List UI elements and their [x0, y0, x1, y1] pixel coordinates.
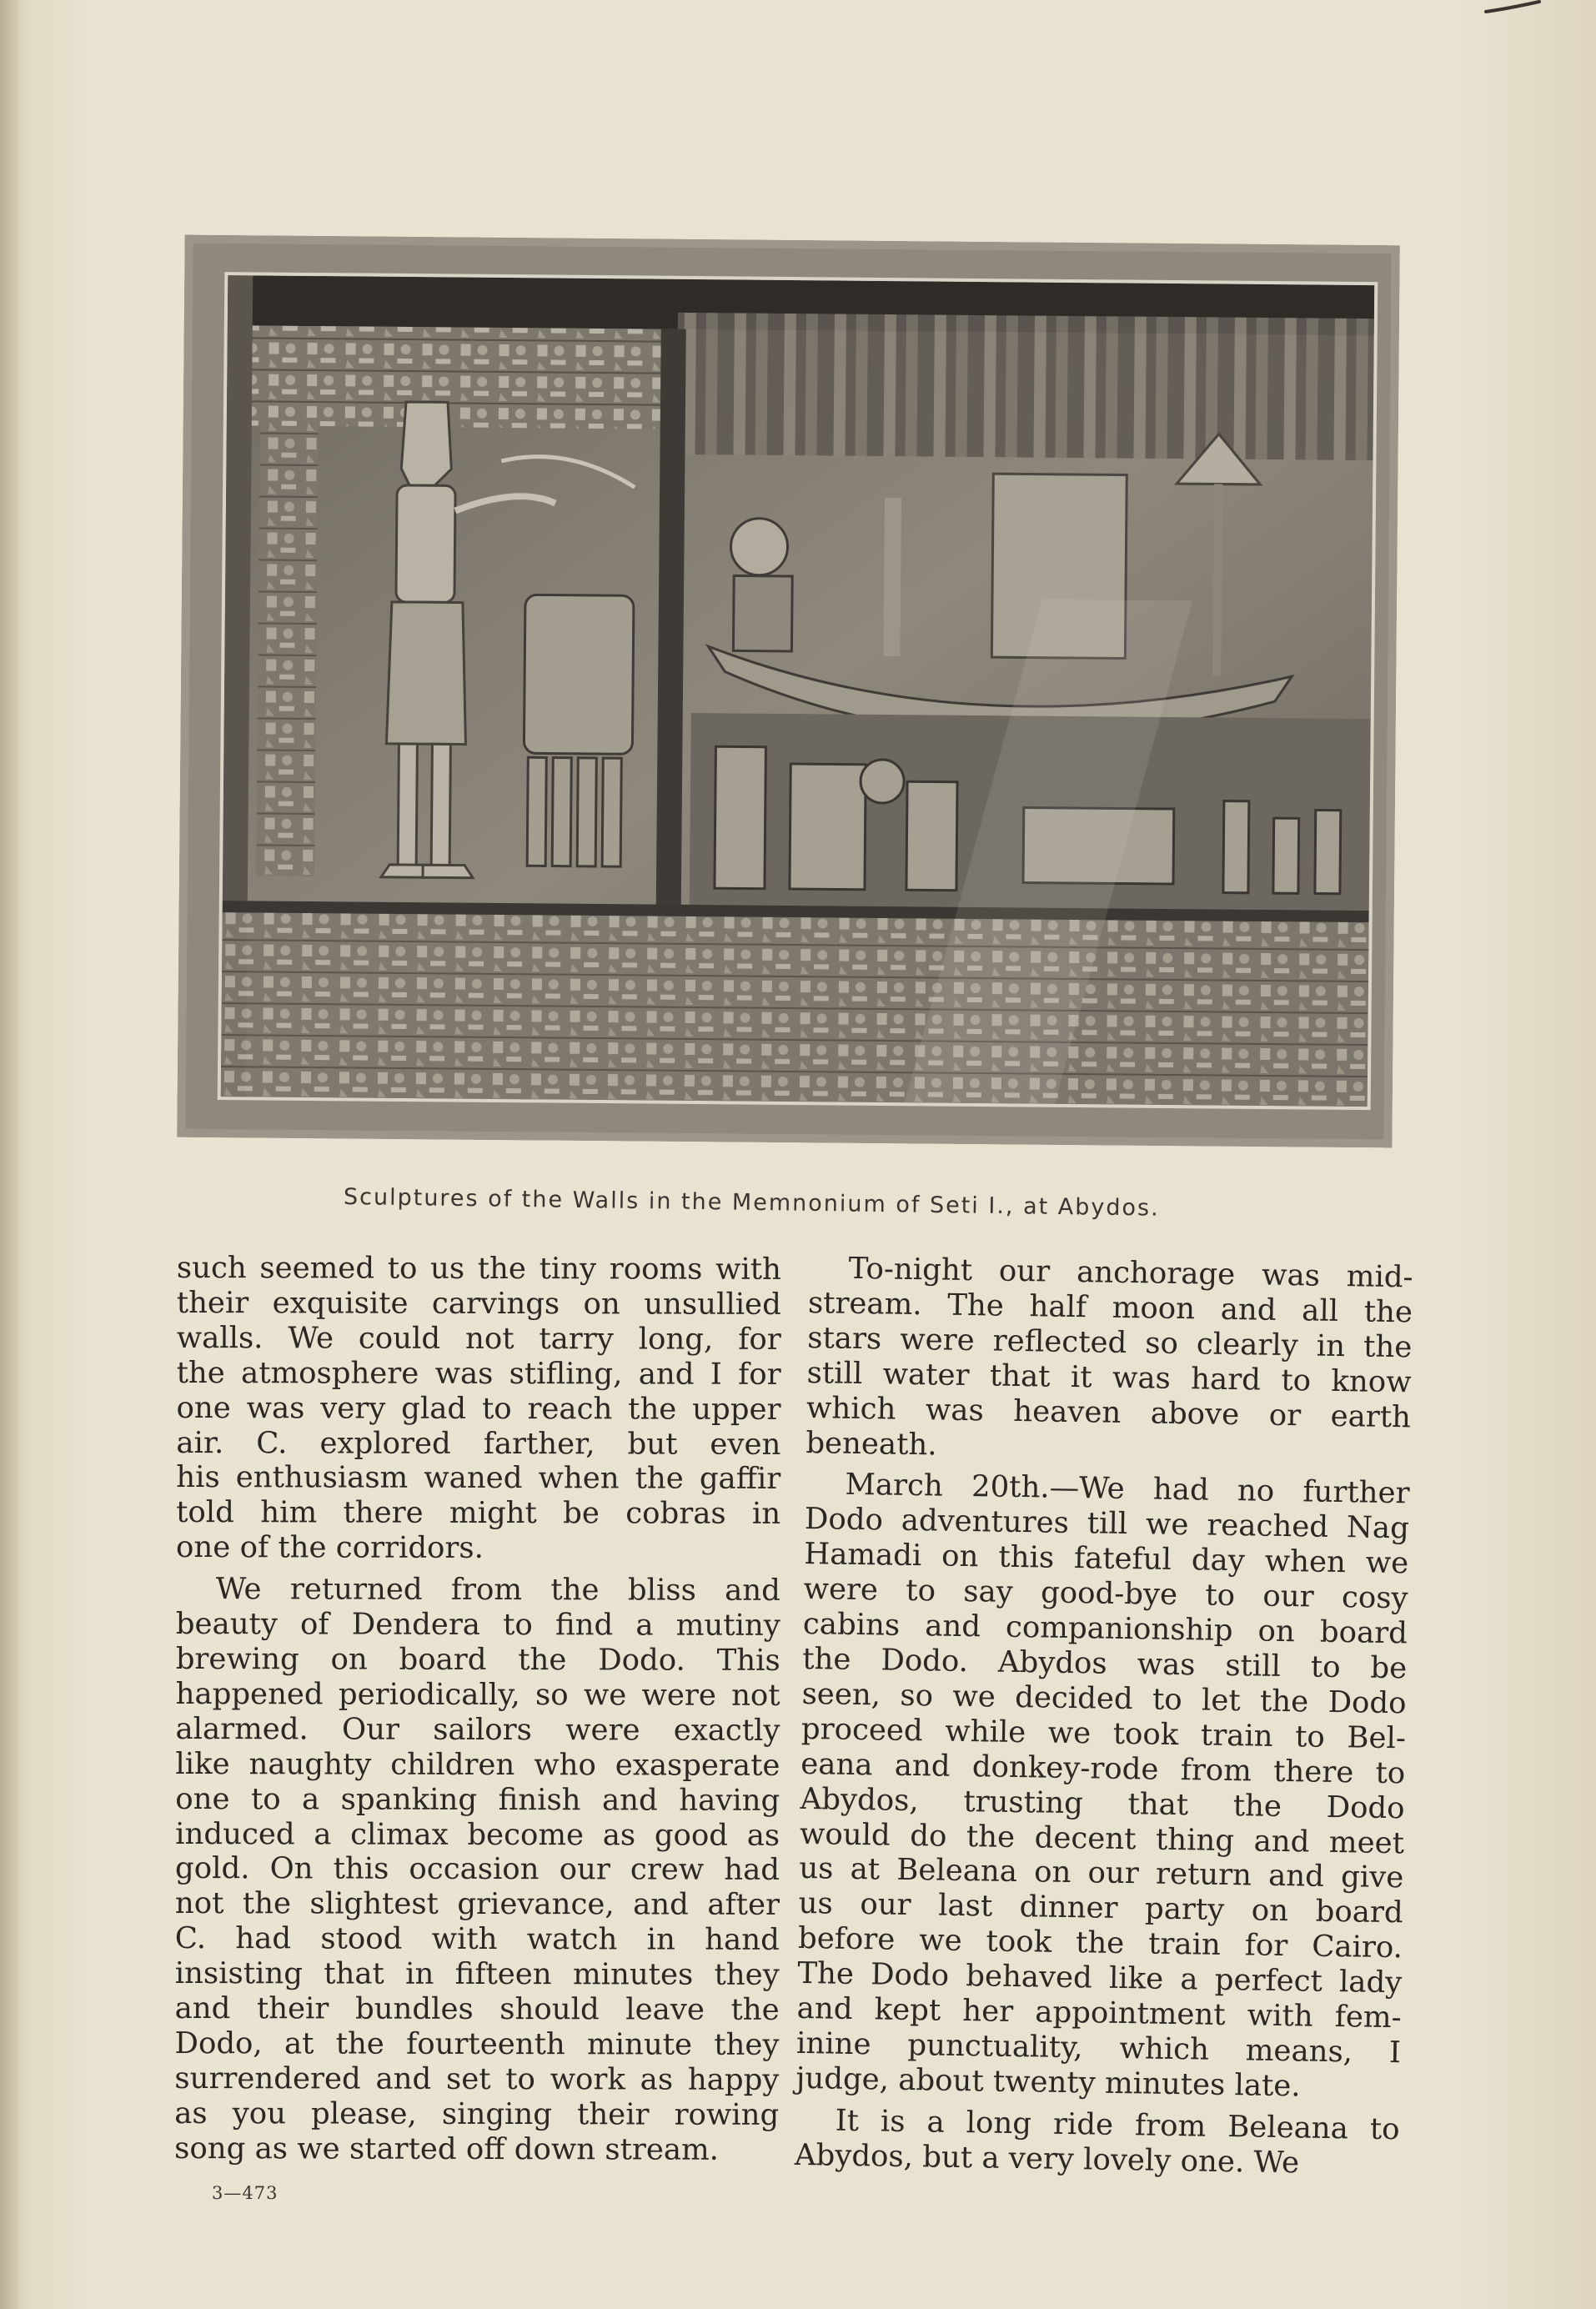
text-line: induced a climax become as good as — [175, 1816, 780, 1853]
left-text-column — [174, 1251, 781, 2167]
text-line: inine punctuality, which means, I — [795, 2025, 1402, 2071]
text-line: We returned from the bliss and — [215, 1572, 780, 1609]
text-line: brewing on board the Dodo. This — [175, 1641, 780, 1678]
text-line: one was very glad to reach the upper — [176, 1390, 781, 1427]
paragraph — [806, 1251, 1413, 1470]
text-line: still water that it was hard to know — [806, 1355, 1412, 1400]
paragraph — [174, 1572, 780, 2167]
text-line: stream. The half moon and all the — [807, 1285, 1413, 1330]
text-line: the Dodo. Abydos was still to be — [801, 1641, 1408, 1686]
book-spine-edge — [0, 0, 18, 2309]
text-line: were to say good-bye to our cosy — [803, 1572, 1408, 1616]
text-line: beauty of Dendera to find a mutiny — [175, 1607, 780, 1643]
text-line: Abydos, trusting that the Dodo — [800, 1781, 1405, 1825]
paragraph — [176, 1251, 781, 1567]
text-line: told him there might be cobras in — [176, 1495, 781, 1532]
text-line: The Dodo behaved like a perfect lady — [797, 1956, 1403, 2000]
text-line: Dodo adventures till we reached Nag — [804, 1502, 1410, 1546]
text-line: seen, so we decided to let the Dodo — [801, 1676, 1407, 1721]
text-line: us at Beleana on our return and give — [799, 1851, 1404, 1895]
text-line: insisting that in fifteen minutes they — [174, 1956, 780, 1993]
text-line: alarmed. Our sailors were exactly — [175, 1711, 780, 1748]
text-line: happened periodically, so we were not — [175, 1676, 780, 1713]
photo-plate — [177, 235, 1399, 1148]
text-line: To-night our anchorage was mid- — [848, 1251, 1413, 1295]
text-line: Abydos, but a very lovely one. We — [794, 2137, 1300, 2181]
text-line: their exquisite carvings on unsullied — [176, 1285, 781, 1322]
paragraph — [795, 1467, 1410, 2106]
text-line: as you please, singing their rowing — [174, 2096, 780, 2132]
text-line: his enthusiasm waned when the gaffir — [176, 1460, 781, 1497]
text-line: eana and donkey-rode from there to — [801, 1746, 1406, 1790]
text-line: the atmosphere was stifling, and I for — [176, 1355, 781, 1392]
text-line: stars were reflected so clearly in the — [807, 1320, 1413, 1365]
text-line: It is a long ride from Beleana to — [835, 2103, 1400, 2147]
text-line: Hamadi on this fateful day when we — [803, 1537, 1409, 1581]
text-line: such seemed to us the tiny rooms with — [176, 1251, 781, 1287]
text-line: like naughty children who exasperate — [175, 1746, 780, 1783]
text-line: C. had stood with watch in hand — [174, 1921, 780, 1958]
text-line: song as we started off down stream. — [174, 2131, 720, 2167]
text-line: one of the corridors. — [176, 1530, 484, 1566]
text-line: gold. On this occasion our crew had — [175, 1851, 780, 1888]
text-line: and their bundles should leave the — [174, 1991, 780, 2027]
text-line: which was heaven above or earth — [806, 1390, 1412, 1434]
text-line: not the slightest grievance, and after — [174, 1886, 780, 1923]
pencil-mark-icon — [1484, 0, 1543, 17]
text-line: air. C. explored farther, but even — [176, 1425, 781, 1462]
right-text-column — [795, 1251, 1413, 2182]
text-line: us our last dinner party on board — [798, 1886, 1403, 1930]
text-line: cabins and companionship on board — [802, 1607, 1408, 1651]
folio-signature: 3—473 — [212, 2183, 279, 2203]
text-line: before we took the train for Cairo. — [797, 1921, 1403, 1965]
text-line: proceed while we took train to Bel- — [801, 1711, 1407, 1756]
text-line: beneath. — [806, 1425, 937, 1462]
figure-caption: Sculptures of the Walls in the Memnonium of Seti I., at Abydos. — [343, 1184, 1160, 1222]
text-line: surrendered and set to work as happy — [174, 2061, 780, 2097]
text-line: walls. We could not tarry long, for — [176, 1320, 781, 1357]
text-line: Dodo, at the fourteenth minute they — [174, 2025, 780, 2062]
egyptian-relief-photograph-icon — [218, 272, 1378, 1110]
text-line: March 20th.—We had no further — [845, 1468, 1410, 1511]
text-line: and kept her appointment with fem- — [796, 1990, 1402, 2035]
paragraph — [795, 2103, 1400, 2182]
text-line: would do the decent thing and meet — [799, 1816, 1405, 1860]
text-line: judge, about twenty minutes late. — [795, 2061, 1301, 2104]
text-line: one to a spanking finish and having — [175, 1781, 780, 1818]
